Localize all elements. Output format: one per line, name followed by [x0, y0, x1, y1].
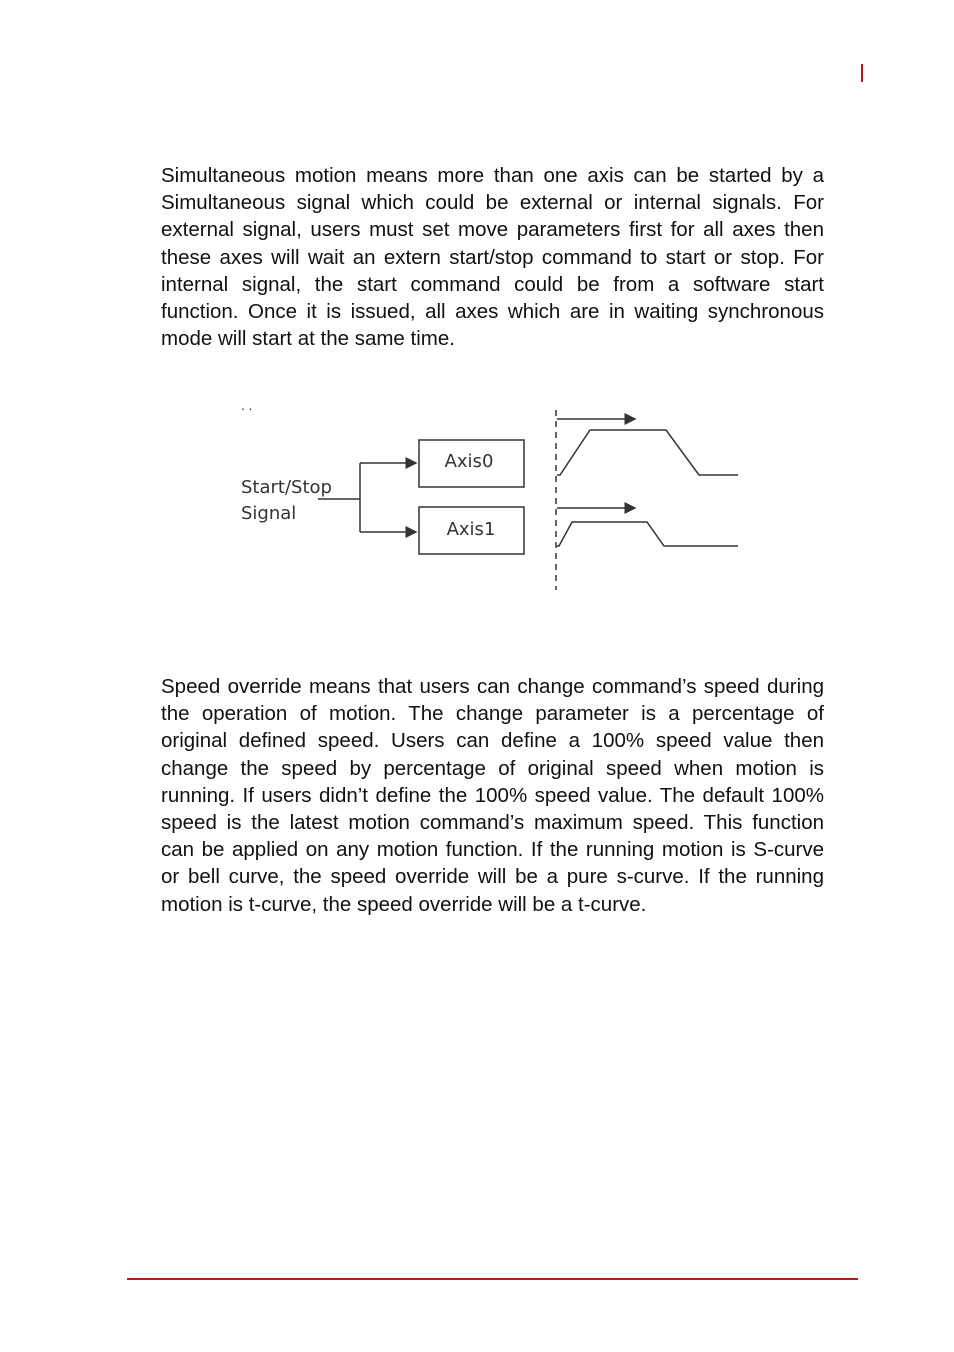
axis1-label: Axis1: [446, 519, 496, 540]
simultaneous-motion-diagram: [230, 395, 750, 595]
axis0-velocity-profile: [557, 430, 738, 475]
signal-label-line1: Start/Stop: [241, 477, 332, 498]
axis0-label: Axis0: [444, 451, 494, 472]
stray-mark: . .: [241, 399, 253, 413]
axis1-velocity-profile: [557, 522, 738, 546]
header-accent-mark: [861, 64, 863, 82]
paragraph-simultaneous-motion: Simultaneous motion means more than one axis can be started by a Simultaneous signal which could be external or internal signals. For external signal, users must set move parameters first for all axes then these axes will wait an extern start/stop command to start or stop. For internal signal, the start command could be from a software start function. Once it is issued, all axes which are in waiting synchronous mode will start at the same time.: [161, 164, 824, 351]
diagram-svg: [230, 395, 750, 595]
paragraph-speed-override: Speed override means that users can change command’s speed during the operation of motion. The change parameter is a percentage of original defined speed. Users can define a 100% speed value then change the speed by percentage of original speed when motion is running. If users didn’t define the 100% speed value. The default 100% speed is the latest motion command’s maximum speed. This function can be applied on any motion function. If the running motion is S-curve or bell curve, the speed override will be a pure s-curve. If the running motion is t-curve, the speed override will be a t-curve.: [161, 675, 824, 916]
signal-label-line2: Signal: [241, 503, 297, 524]
footer-rule: [127, 1278, 858, 1280]
